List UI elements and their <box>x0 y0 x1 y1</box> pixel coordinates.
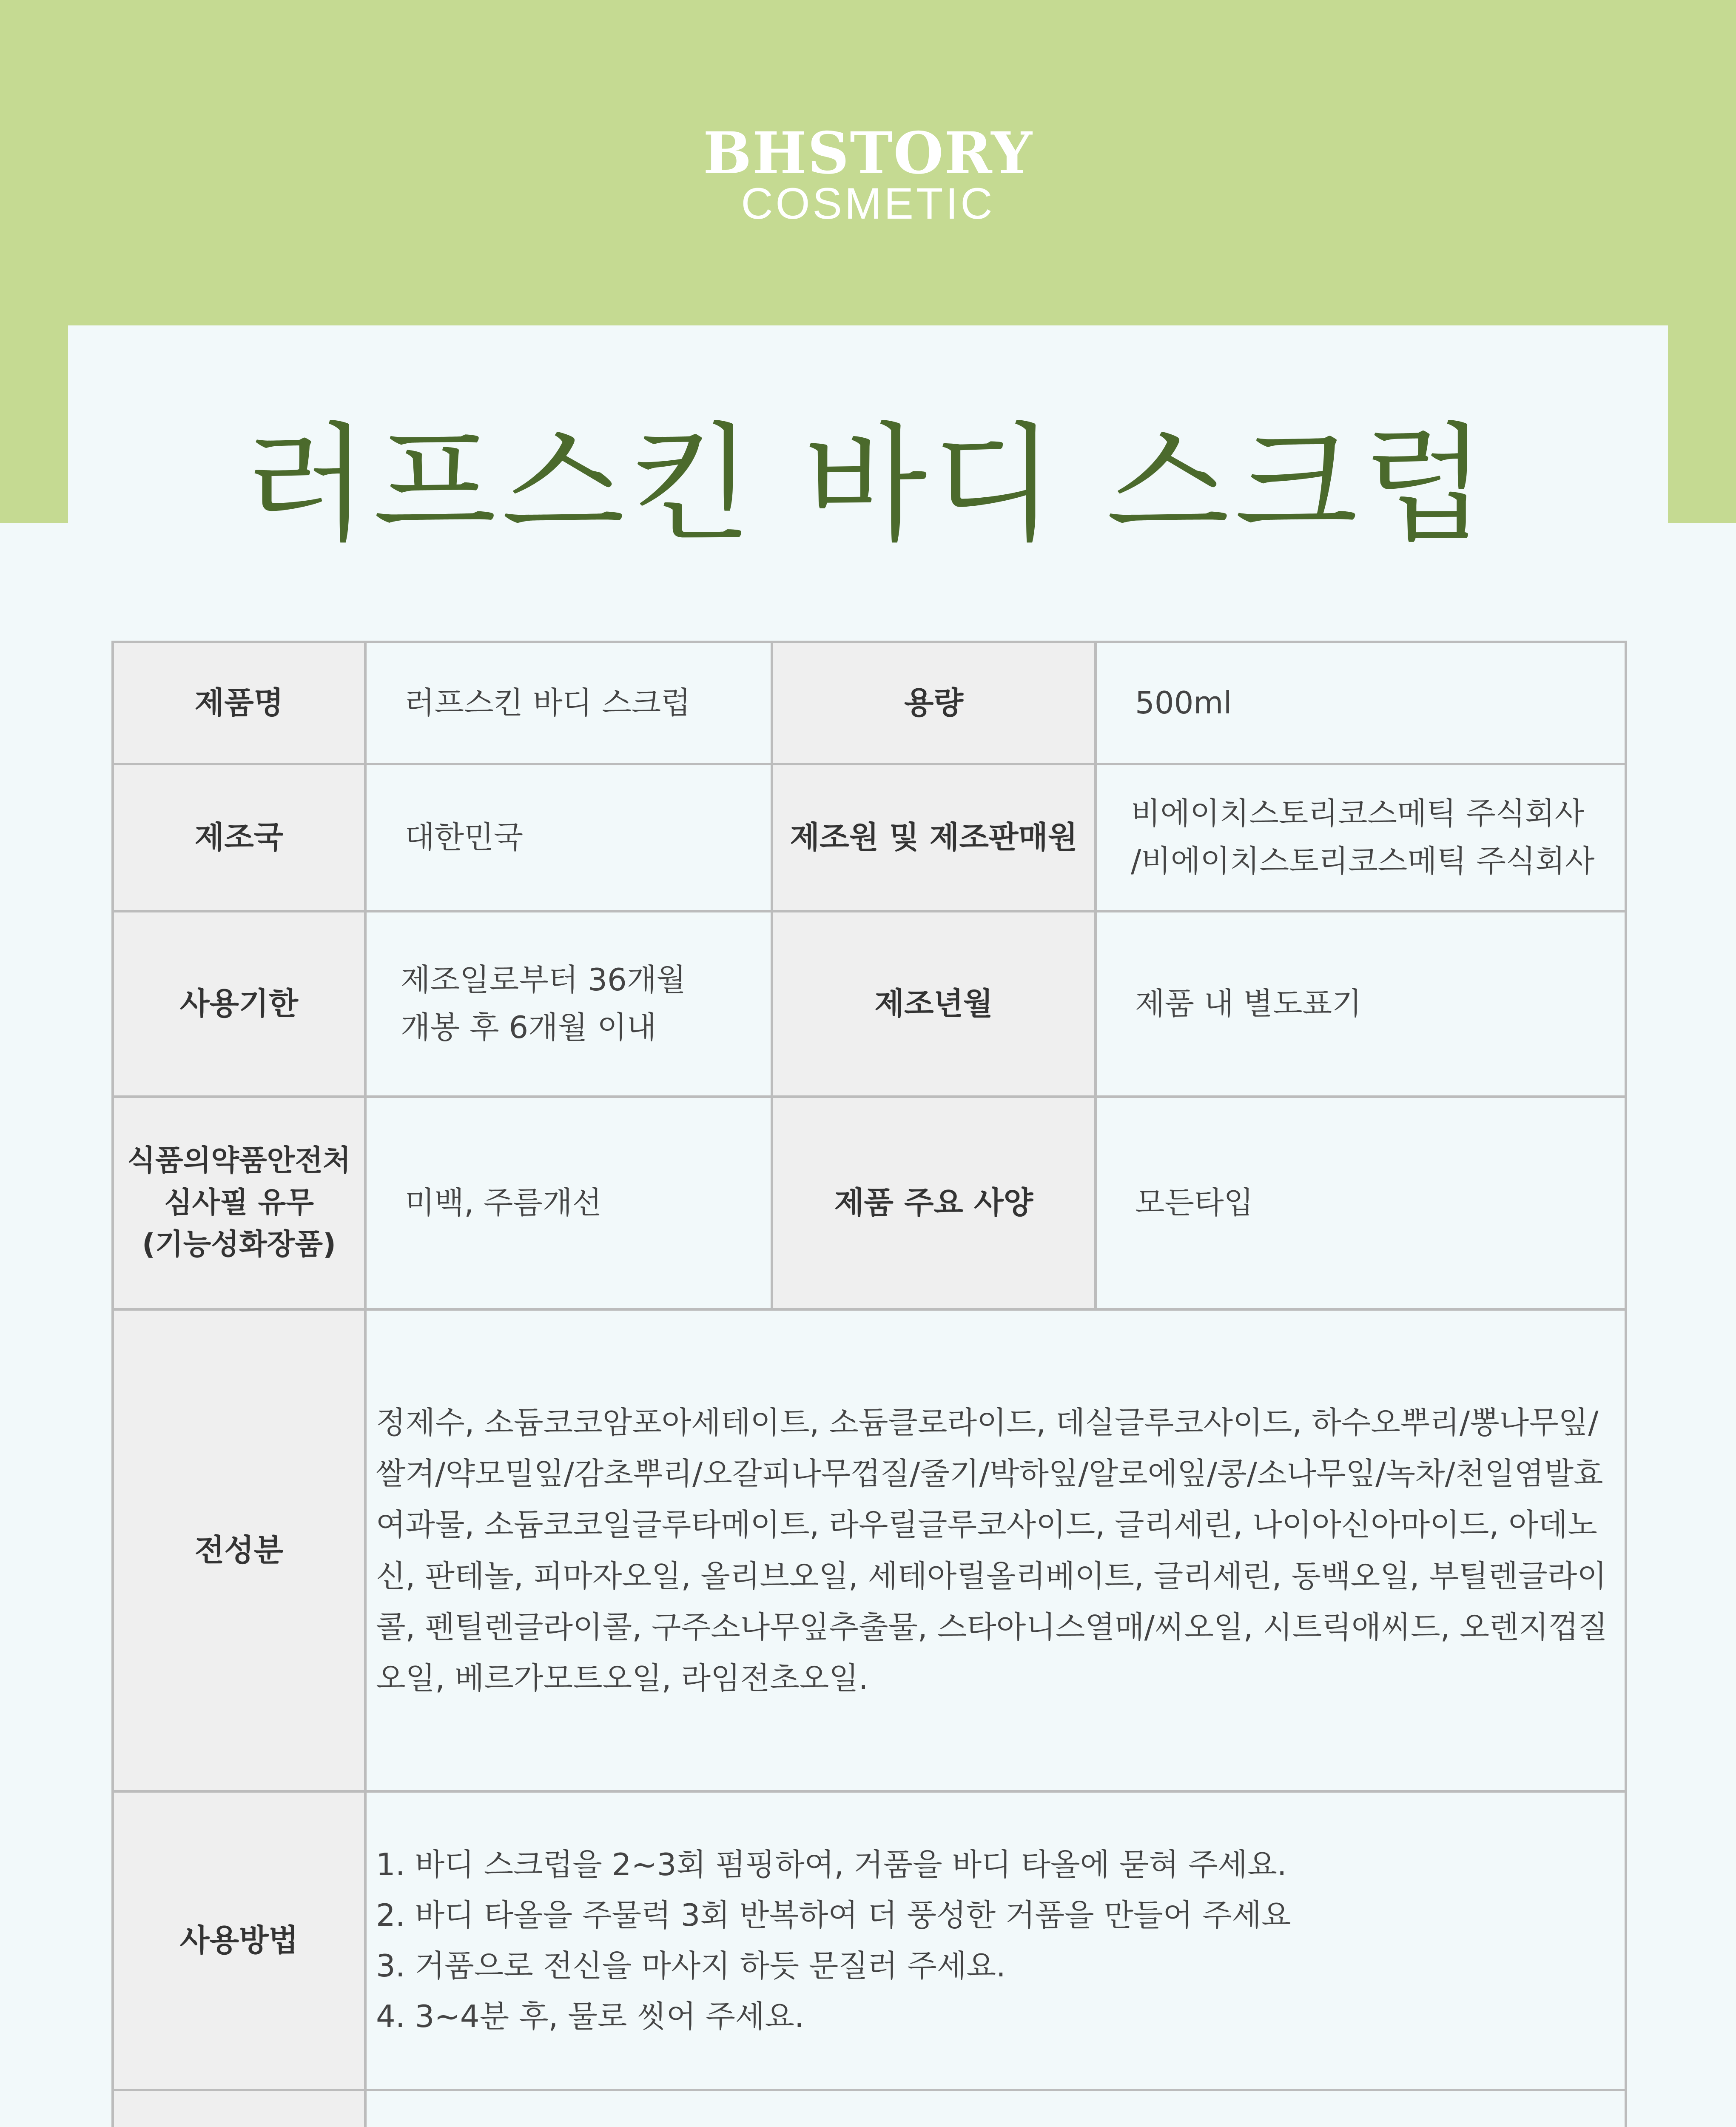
manufacturer-label: 제조원 및 제조판매원 <box>772 764 1096 911</box>
usage-label: 사용방법 <box>113 1791 365 2090</box>
brand-logo: BHSTORY <box>703 119 1033 187</box>
mfds-label <box>113 1097 365 1309</box>
table-row <box>113 1309 1626 1791</box>
manufacturer-value <box>1096 764 1626 911</box>
table-row <box>113 2090 1626 2127</box>
manufacture-date-value: 제품 내 별도표기 <box>1096 911 1626 1097</box>
mfds-label-line: 식품의약품안전처 <box>127 1144 351 1178</box>
brand-subtitle: COSMETIC <box>741 179 995 228</box>
capacity-value: 500ml <box>1096 642 1626 764</box>
spec-table <box>111 641 1627 2127</box>
capacity-label: 용량 <box>772 642 1096 764</box>
manufacturer-line: 비에이치스토리코스메틱 주식회사 <box>1131 795 1585 832</box>
country-label: 제조국 <box>113 764 365 911</box>
product-name-value: 러프스킨 바디 스크럽 <box>365 642 772 764</box>
caution-value <box>365 2090 1626 2127</box>
usage-step: 4. 3~4분 후, 물로 씻어 주세요. <box>376 1998 804 2034</box>
manufacturer-line: /비에이치스토리코스메틱 주식회사 <box>1131 843 1595 879</box>
expiry-value <box>365 911 772 1097</box>
product-name-label: 제품명 <box>113 642 365 764</box>
expiry-label: 사용기한 <box>113 911 365 1097</box>
table-row <box>113 1097 1626 1309</box>
product-title: 러프스킨 바디 스크럽 <box>245 411 1491 559</box>
product-spec-value: 모든타입 <box>1096 1097 1626 1309</box>
caution-label <box>113 2090 365 2127</box>
usage-step: 3. 거품으로 전신을 마사지 하듯 문질러 주세요. <box>376 1948 1006 1984</box>
country-value: 대한민국 <box>365 764 772 911</box>
expiry-line: 개봉 후 6개월 이내 <box>401 1009 657 1045</box>
mfds-value: 미백, 주름개선 <box>365 1097 772 1309</box>
table-row <box>113 911 1626 1097</box>
ingredients-label: 전성분 <box>113 1309 365 1791</box>
expiry-line: 제조일로부터 36개월 <box>401 962 686 998</box>
product-spec-label: 제품 주요 사양 <box>772 1097 1096 1309</box>
usage-value <box>365 1791 1626 2090</box>
table-row <box>113 642 1626 764</box>
table-row <box>113 1791 1626 2090</box>
usage-step: 2. 바디 타올을 주물럭 3회 반복하여 더 풍성한 거품을 만들어 주세요 <box>376 1897 1291 1933</box>
mfds-label-line: (기능성화장품) <box>142 1228 336 1262</box>
mfds-label-line: 심사필 유무 <box>164 1186 314 1220</box>
manufacture-date-label: 제조년월 <box>772 911 1096 1097</box>
usage-step: 1. 바디 스크럽을 2~3회 펌핑하여, 거품을 바디 타올에 묻혀 주세요. <box>376 1847 1287 1883</box>
table-row <box>113 764 1626 911</box>
ingredients-value: 정제수, 소듐코코암포아세테이트, 소듐클로라이드, 데실글루코사이드, 하수오뿌리/뽕나무잎/쌀겨/약모밀잎/감초뿌리/오갈피나무껍질/줄기/박하잎/알로에잎/콩/소나무잎/녹차/천일염발효여과물, 소듐코코일글루타메이트, 라우릴글루코사이드, 글리세린, 나이아신아마이드, 아데노신, 판테놀, 피마자오일, 올리브오일, 세테아릴올리베이트, 글리세린, 동백오일, 부틸렌글라이콜, 펜틸렌글라이콜, 구주소나무잎추출물, 스타아니스열매/씨오일, 시트릭애씨드, 오렌지껍질오일, 베르가모트오일, 라임전초오일. <box>365 1309 1626 1791</box>
